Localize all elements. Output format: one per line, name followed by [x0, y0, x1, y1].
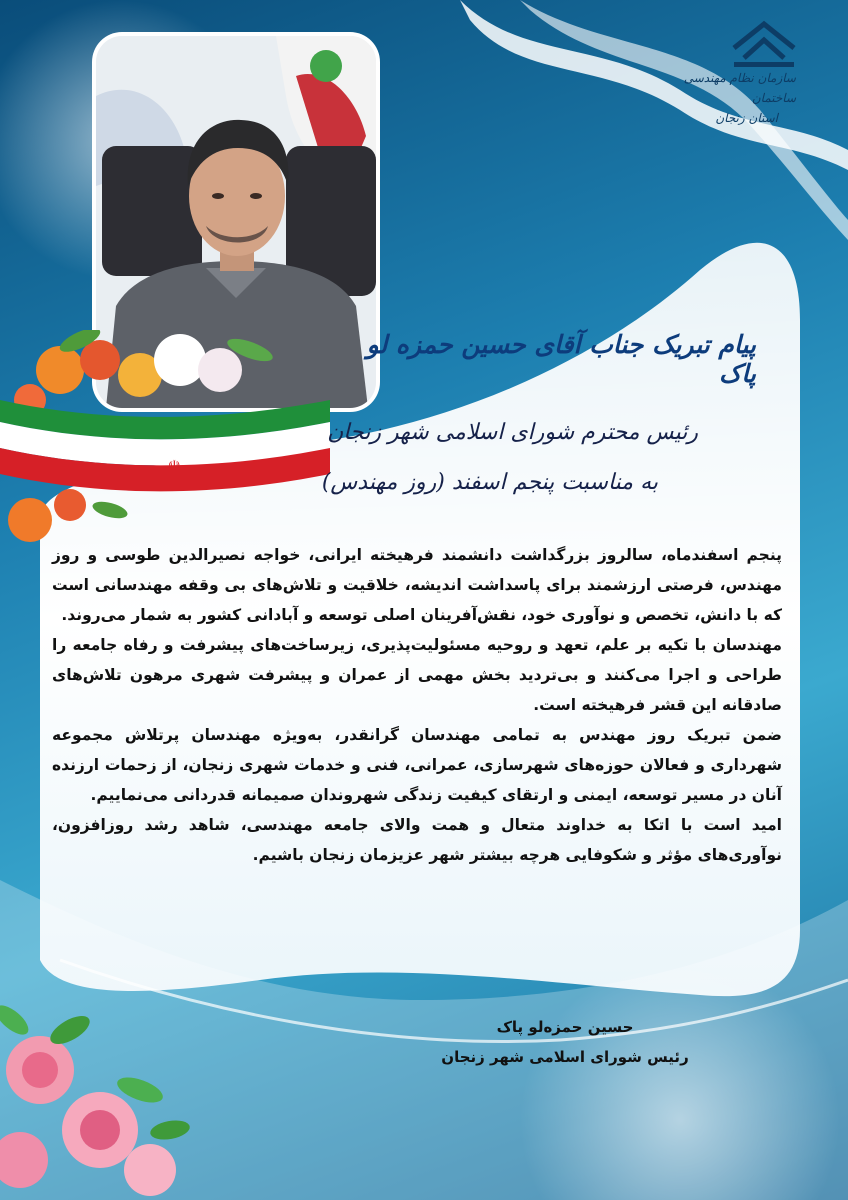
svg-text:☫: ☫: [168, 458, 181, 474]
signature-block: [400, 1012, 730, 1072]
subtitle-occasion: به مناسبت پنجم اسفند (روز مهندس): [321, 470, 658, 495]
flowers-lower: [8, 489, 129, 542]
organization-name: سازمان نظام مهندسی ساختمان: [683, 71, 796, 105]
subtitle-position: رئیس محترم شورای اسلامی شهر زنجان: [327, 420, 698, 445]
page-title: پیام تبریک جناب آقای حسین حمزه لو پاک: [366, 330, 756, 388]
signature-role: رئیس شورای اسلامی شهر زنجان: [441, 1048, 689, 1066]
signature-name: حسین حمزه‌لو پاک: [496, 1018, 634, 1036]
building-logo-icon: [732, 18, 796, 68]
message-body: [52, 540, 782, 870]
organization-logo: [666, 18, 796, 148]
paragraph-2: مهندسان با تکیه بر علم، تعهد و روحیه مسئولیت‌پذیری، زیرساخت‌های پیشرفت و رفاه جامعه را طراحی و اجرا می‌کنند و بی‌تردید بخش مهمی از عمران و پیشرفت شهری مرهون تلاش‌های صادقانه این قشر فرهیخته است.: [52, 636, 782, 714]
paragraph-4: امید است با اتکا به خداوند متعال و همت والای جامعه مهندسی، شاهد رشد روزافزون، نوآوری‌های مؤثر و شکوفایی هرچه بیشتر شهر عزیزمان زنجان باشیم.: [52, 816, 782, 864]
flowers-cluster: [14, 330, 275, 416]
paragraph-1: پنجم اسفندماه، سالروز بزرگداشت دانشمند فرهیخته ایرانی، خواجه نصیرالدین طوسی و روز مهندس، فرصتی ارزشمند برای پاسداشت اندیشه، خلاقیت و تلاش‌های بی وقفه مهندسانی است که با دانش، تخصص و نوآوری خود، نقش‌آفرینان اصلی توسعه و آبادانی کشور به شمار می‌روند.: [52, 546, 782, 624]
organization-province: استان زنجان: [715, 111, 778, 125]
iran-flag-flowers: [0, 330, 330, 550]
paragraph-3: ضمن تبریک روز مهندس به تمامی مهندسان گرانقدر، به‌ویژه مهندسان پرتلاش مجموعه شهرداری و فعالان حوزه‌های شهرسازی، عمرانی، فنی و خدمات شهری زنجان، از زحمات ارزنده آنان در مسیر توسعه، ایمنی و ارتقای کیفیت زندگی شهروندان صمیمانه قدردانی می‌نماییم.: [52, 726, 782, 804]
